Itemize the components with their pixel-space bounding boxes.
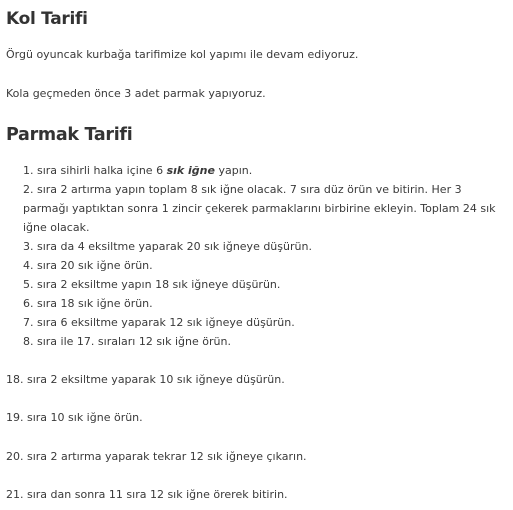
kol-tarifi-heading: Kol Tarifi <box>6 9 88 29</box>
kol-intro-paragraph: Örgü oyuncak kurbağa tarifimize kol yapımı ile devam ediyoruz. <box>6 48 359 61</box>
list-item: 6. sıra 18 sık iğne örün. <box>23 297 153 310</box>
step-21-paragraph: 21. sıra dan sonra 11 sıra 12 sık iğne örerek bitirin. <box>6 488 288 501</box>
list-item: 7. sıra 6 eksiltme yaparak 12 sık iğneye düşürün. <box>23 316 295 329</box>
step-18-paragraph: 18. sıra 2 eksiltme yaparak 10 sık iğneye düşürün. <box>6 373 285 386</box>
step-1-text: 1. sıra sihirli halka içine 6 sık iğne yapın. <box>23 164 253 177</box>
list-item: 4. sıra 20 sık iğne örün. <box>23 259 153 272</box>
parmak-tarifi-heading: Parmak Tarifi <box>6 125 133 145</box>
list-item: 3. sıra da 4 eksiltme yaparak 20 sık iğneye düşürün. <box>23 240 312 253</box>
list-item: 2. sıra 2 artırma yapın toplam 8 sık iğne olacak. 7 sıra düz örün ve bitirin. Her 3 parmağı yaptıktan sonra 1 zincir çekerek parmaklarını birbirine ekleyin. Toplam 24 sık iğne olacak. <box>23 183 496 234</box>
list-item: 5. sıra 2 eksiltme yapın 18 sık iğneye düşürün. <box>23 278 281 291</box>
list-item: 8. sıra ile 17. sıraları 12 sık iğne örün. <box>23 335 231 348</box>
step-20-paragraph: 20. sıra 2 artırma yaparak tekrar 12 sık iğneye çıkarın. <box>6 450 307 463</box>
parmak-steps-list <box>23 161 503 351</box>
list-item <box>23 161 503 180</box>
kol-note-paragraph: Kola geçmeden önce 3 adet parmak yapıyoruz. <box>6 87 266 100</box>
step-1-emphasis: sık iğne <box>166 164 215 177</box>
step-19-paragraph: 19. sıra 10 sık iğne örün. <box>6 411 143 424</box>
